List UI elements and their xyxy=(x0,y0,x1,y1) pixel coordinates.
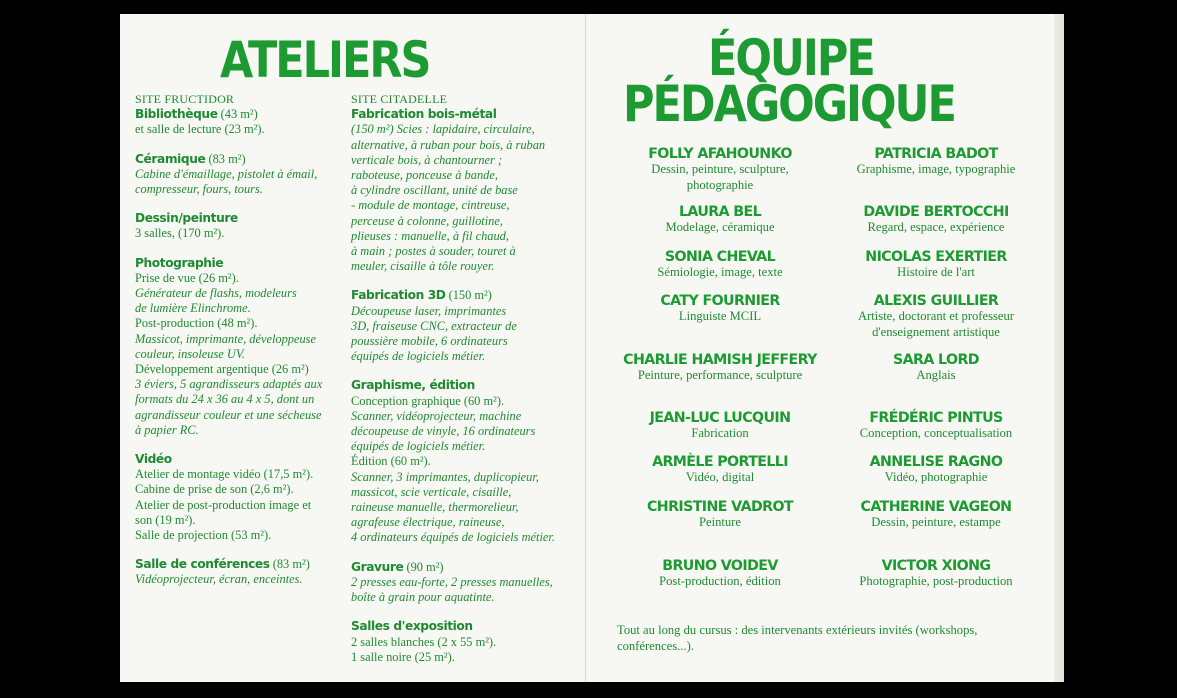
workshop-heading: Céramique xyxy=(135,151,206,166)
workshop-heading: Fabrication 3D xyxy=(351,288,446,303)
team-member xyxy=(620,559,820,590)
workshop-detail-line: Générateur de flashs, modeleurs xyxy=(135,286,297,301)
member-name: LAURA BEL xyxy=(678,204,762,220)
workshop-detail-line: Post-production (48 m²). xyxy=(135,316,258,331)
page-edge xyxy=(1054,14,1064,682)
member-name: VICTOR XIONG xyxy=(881,558,991,574)
workshop-detail-line: équipés de logiciels métier. xyxy=(351,349,486,364)
workshop-heading-line xyxy=(135,107,345,122)
workshop-detail-line: 3 salles, (170 m²). xyxy=(135,226,225,241)
workshop-detail-line: Développement argentique (26 m²) xyxy=(135,362,309,377)
team-member xyxy=(620,294,820,325)
workshop-section xyxy=(135,107,345,137)
team-member xyxy=(620,455,820,486)
workshop-section xyxy=(351,107,566,274)
member-role: Photographie, post-production xyxy=(859,574,1013,588)
member-name: ARMÈLE PORTELLI xyxy=(652,454,788,470)
member-role: Anglais xyxy=(916,368,956,382)
site-fructidor-column xyxy=(135,92,345,602)
workshop-detail-line: Atelier de post-production image et xyxy=(135,497,312,512)
workshop-detail-line: 1 salle noire (25 m²). xyxy=(351,649,455,664)
workshop-heading-line xyxy=(351,107,566,122)
workshop-detail-line: boîte à grain pour aquatinte. xyxy=(351,590,495,605)
workshop-heading: Dessin/peinture xyxy=(135,211,238,226)
workshop-detail-line: 2 salles blanches (2 x 55 m²). xyxy=(351,634,497,649)
workshop-section xyxy=(351,560,566,606)
workshop-detail-line: 4 ordinateurs équipés de logiciels métier. xyxy=(351,530,555,545)
workshop-detail-line: agrandisseur couleur et une sécheuse xyxy=(135,407,322,422)
workshop-detail-line: Salle de projection (53 m²). xyxy=(135,528,272,543)
team-member xyxy=(620,147,820,193)
workshop-section xyxy=(351,619,566,665)
workshop-detail-line: Scanner, 3 imprimantes, duplicopieur, xyxy=(351,469,539,484)
member-role: Dessin, peinture, sculpture, photographie xyxy=(651,162,789,192)
workshop-section xyxy=(135,557,345,587)
workshop-detail-line: de lumière Elinchrome. xyxy=(135,301,251,316)
member-role: Fabrication xyxy=(691,426,749,440)
member-name: FRÉDÉRIC PINTUS xyxy=(869,410,1003,426)
member-role: Peinture xyxy=(699,515,741,529)
team-member xyxy=(836,559,1036,590)
team-member xyxy=(620,250,820,281)
member-name: JEAN-LUC LUCQUIN xyxy=(649,410,791,426)
workshop-heading: Bibliothèque xyxy=(135,107,218,122)
workshop-heading: Salle de conférences xyxy=(135,557,270,572)
workshop-heading: Vidéo xyxy=(135,452,172,467)
workshop-detail-line: Massicot, imprimante, développeuse xyxy=(135,331,317,346)
workshop-detail-line: 2 presses eau-forte, 2 presses manuelles, xyxy=(351,574,553,589)
workshop-section xyxy=(351,288,566,364)
workshop-detail-line: Conception graphique (60 m²). xyxy=(351,393,505,408)
workshop-section xyxy=(135,452,345,543)
workshop-heading-line xyxy=(351,288,566,303)
workshop-size: (83 m²) xyxy=(269,557,310,572)
member-role: Sémiologie, image, texte xyxy=(657,265,783,279)
workshop-detail-line: à cylindre oscillant, unité de base xyxy=(351,183,518,198)
member-name: SONIA CHEVAL xyxy=(664,249,776,265)
workshop-section xyxy=(135,211,345,241)
workshop-detail-line: raineuse manuelle, thermorelieur, xyxy=(351,500,519,515)
member-role: Linguiste MCIL xyxy=(678,309,762,323)
workshop-detail-line: compresseur, fours, tours. xyxy=(135,182,263,197)
member-name: DAVIDE BERTOCCHI xyxy=(863,204,1009,220)
workshop-detail-line: Découpeuse laser, imprimantes xyxy=(351,303,507,318)
workshop-detail-line: alternative, à ruban pour bois, à ruban xyxy=(351,137,546,152)
member-role: Vidéo, photographie xyxy=(884,470,988,484)
team-member xyxy=(836,147,1036,178)
workshop-heading-line xyxy=(351,560,566,575)
workshop-detail-line: - module de montage, cintreuse, xyxy=(351,198,510,213)
workshop-detail-line: Édition (60 m²). xyxy=(351,454,431,469)
workshop-size: (150 m²) xyxy=(445,288,492,303)
workshop-heading-line xyxy=(351,378,566,393)
workshop-detail-line: Cabine de prise de son (2,6 m²). xyxy=(135,482,294,497)
member-role: Regard, espace, expérience xyxy=(867,220,1005,234)
workshop-detail-line: découpeuse de vinyle, 16 ordinateurs xyxy=(351,424,536,439)
workshop-heading-line xyxy=(135,211,345,226)
workshop-size: (43 m²) xyxy=(217,107,258,122)
team-member xyxy=(620,353,820,384)
member-name: CATHERINE VAGEON xyxy=(860,499,1012,515)
workshop-section xyxy=(135,256,345,438)
member-role: Vidéo, digital xyxy=(685,470,755,484)
workshop-heading-line xyxy=(135,452,345,467)
workshop-detail-line: et salle de lecture (23 m²). xyxy=(135,122,265,137)
member-role: Peinture, performance, sculpture xyxy=(637,368,803,382)
workshop-heading: Photographie xyxy=(135,255,224,270)
member-name: CHRISTINE VADROT xyxy=(646,499,793,515)
workshop-detail-line: formats du 24 x 36 au 4 x 5, dont un xyxy=(135,392,315,407)
workshop-detail-line: meuler, cisaille à tôle rouyer. xyxy=(351,259,495,274)
equipe-title-line2: PÉDAGOGIQUE xyxy=(623,76,955,134)
workshop-detail-line: à main ; postes à souder, touret à xyxy=(351,244,516,259)
member-role: Post-production, édition xyxy=(659,574,781,588)
workshop-detail-line: verticale bois, à chantourner ; xyxy=(351,152,503,167)
workshop-detail-line: massicot, scie verticale, cisaille, xyxy=(351,484,512,499)
site-fructidor-label: SITE FRUCTIDOR xyxy=(135,92,235,106)
team-member xyxy=(620,500,820,531)
member-role: Conception, conceptualisation xyxy=(859,426,1013,440)
workshop-detail-line: Prise de vue (26 m²). xyxy=(135,270,239,285)
workshop-detail-line: Scanner, vidéoprojecteur, machine xyxy=(351,408,522,423)
workshop-size: (90 m²) xyxy=(403,559,444,574)
workshop-heading: Fabrication bois-métal xyxy=(351,107,497,122)
member-name: NICOLAS EXERTIER xyxy=(865,249,1007,265)
workshop-size: (83 m²) xyxy=(205,151,246,166)
workshop-section xyxy=(351,378,566,545)
workshop-heading-line xyxy=(135,557,345,572)
member-name: CHARLIE HAMISH JEFFERY xyxy=(623,352,817,368)
ateliers-title: ATELIERS xyxy=(220,32,430,90)
team-member xyxy=(620,205,820,236)
workshop-detail-line: agrafeuse électrique, raineuse, xyxy=(351,515,505,530)
member-role: Graphisme, image, typographie xyxy=(856,162,1016,176)
workshop-detail-line: équipés de logiciels métier. xyxy=(351,439,486,454)
workshop-section xyxy=(135,152,345,198)
workshop-detail-line: Atelier de montage vidéo (17,5 m²). xyxy=(135,467,314,482)
member-name: PATRICIA BADOT xyxy=(874,146,998,162)
site-citadelle-column xyxy=(351,92,566,679)
workshop-detail-line: couleur, insoleuse UV. xyxy=(135,346,245,361)
member-role: Dessin, peinture, estampe xyxy=(871,515,1001,529)
equipe-title-line1: ÉQUIPE xyxy=(708,30,874,88)
workshop-detail-line: son (19 m²). xyxy=(135,512,196,527)
member-name: SARA LORD xyxy=(893,352,979,368)
workshop-heading-line xyxy=(351,619,566,634)
workshop-detail-line: 3D, fraiseuse CNC, extracteur de xyxy=(351,318,517,333)
workshop-heading: Graphisme, édition xyxy=(351,378,475,393)
member-name: FOLLY AFAHOUNKO xyxy=(648,146,792,162)
team-member xyxy=(620,411,820,442)
workshop-detail-line: raboteuse, ponceuse à bande, xyxy=(351,168,498,183)
workshop-heading: Salles d'exposition xyxy=(351,619,473,634)
team-member xyxy=(836,411,1036,442)
workshop-heading-line xyxy=(135,152,345,167)
workshop-detail-line: (150 m²) Scies : lapidaire, circulaire, xyxy=(351,122,535,137)
workshop-detail-line: poussière mobile, 6 ordinateurs xyxy=(351,334,508,349)
member-name: CATY FOURNIER xyxy=(660,293,780,309)
workshop-heading: Gravure xyxy=(351,559,404,574)
member-role: Histoire de l'art xyxy=(897,265,975,279)
team-member xyxy=(836,500,1036,531)
page-fold xyxy=(585,14,586,682)
member-name: ANNELISE RAGNO xyxy=(869,454,1003,470)
team-member xyxy=(836,455,1036,486)
workshop-detail-line: Vidéoprojecteur, écran, enceintes. xyxy=(135,572,303,587)
workshop-detail-line: plieuses : manuelle, à fil chaud, xyxy=(351,228,509,243)
member-role: Artiste, doctorant et professeur d'enseignement artistique xyxy=(858,309,1014,339)
team-member xyxy=(836,353,1036,384)
workshop-detail-line: 3 éviers, 5 agrandisseurs adaptés aux xyxy=(135,377,323,392)
site-citadelle-label: SITE CITADELLE xyxy=(351,92,448,106)
team-member xyxy=(836,294,1036,340)
footer-note: Tout au long du cursus : des intervenants extérieurs invités (workshops, conférences...). xyxy=(617,623,978,653)
workshop-heading-line xyxy=(135,256,345,271)
booklet-spread xyxy=(120,14,1064,682)
workshop-detail-line: perceuse à colonne, guillotine, xyxy=(351,213,503,228)
team-member xyxy=(836,205,1036,236)
member-name: BRUNO VOIDEV xyxy=(662,558,778,574)
workshop-detail-line: à papier RC. xyxy=(135,422,199,437)
team-member xyxy=(836,250,1036,281)
member-role: Modelage, céramique xyxy=(665,220,775,234)
member-name: ALEXIS GUILLIER xyxy=(873,293,999,309)
workshop-detail-line: Cabine d'émaillage, pistolet à émail, xyxy=(135,166,318,181)
